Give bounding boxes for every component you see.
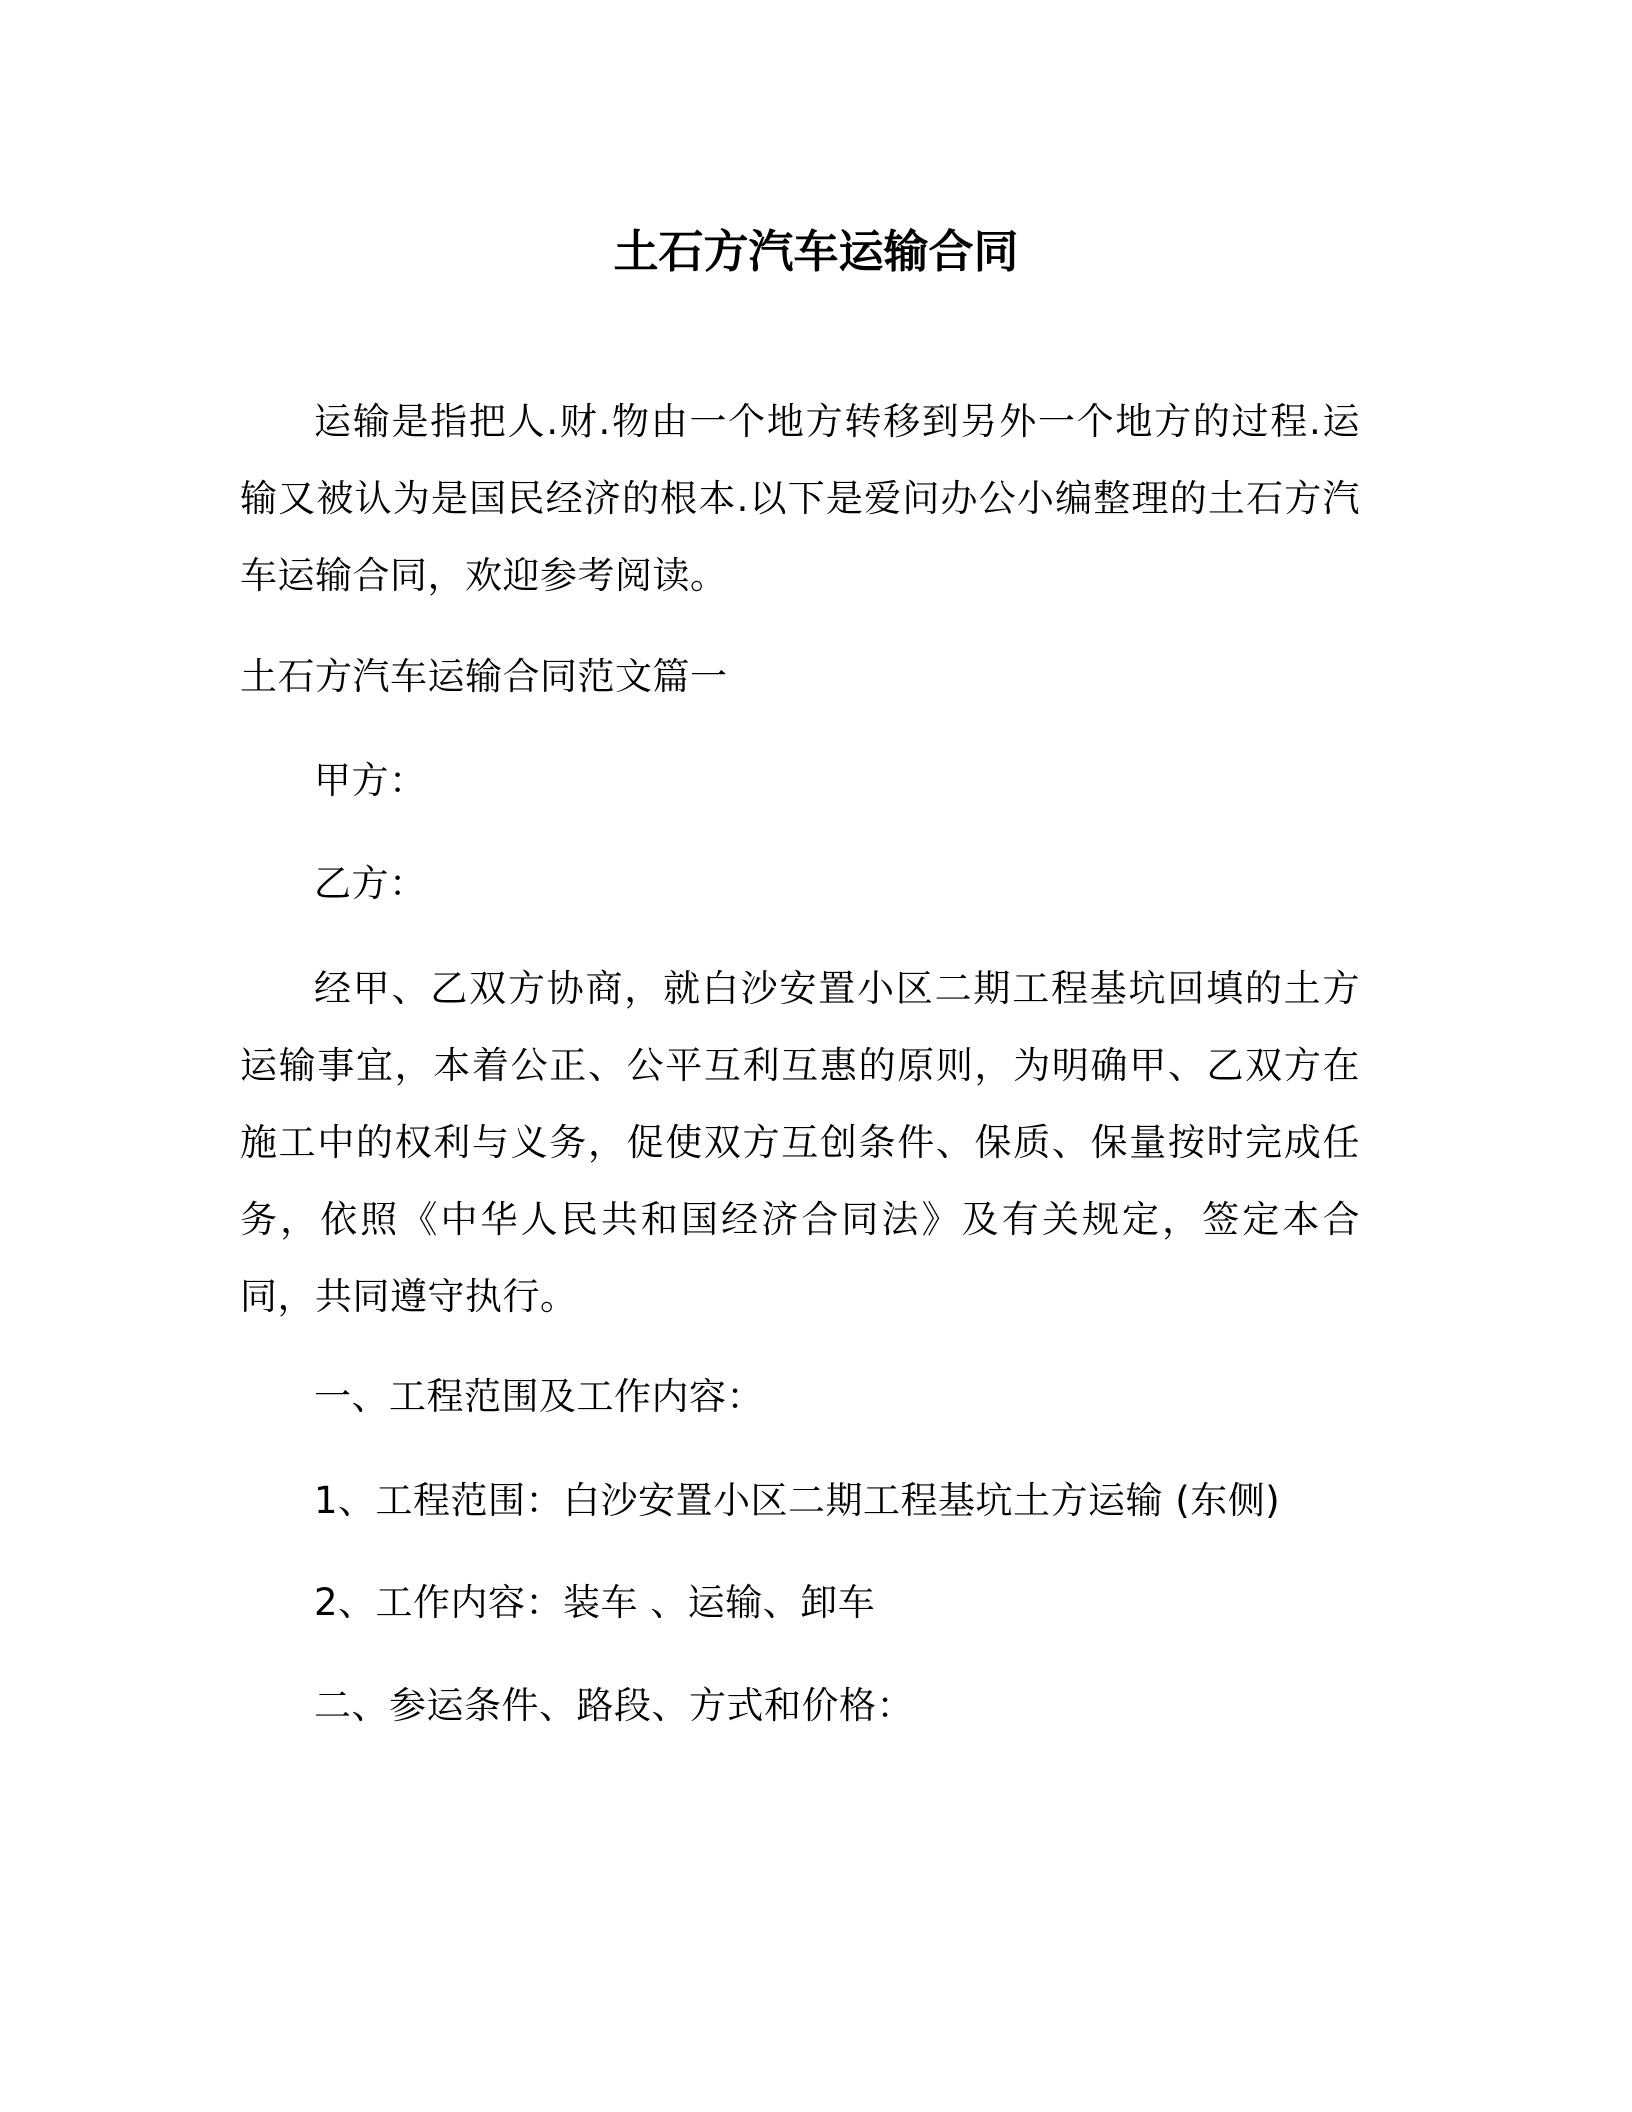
- clause-1-heading: 一、工程范围及工作内容：: [314, 1375, 764, 1418]
- intro-paragraph: 运输是指把人.财.物由一个地方转移到另外一个地方的过程.运输又被认为是国民经济的根本.以下是爱问办公小编整理的土石方汽车运输合同，欢迎参考阅读。: [240, 400, 1360, 597]
- party-a-line: 甲方：: [314, 759, 427, 802]
- document-title: 土石方汽车运输合同: [613, 225, 1019, 278]
- section-heading: 土石方汽车运输合同范文篇一: [240, 655, 728, 698]
- clause-1-item-1: 1、工程范围：白沙安置小区二期工程基坑土方运输 (东侧): [314, 1479, 1281, 1522]
- clause-2-heading: 二、参运条件、路段、方式和价格：: [314, 1684, 914, 1727]
- party-b-line: 乙方：: [314, 862, 427, 905]
- preamble-paragraph: 经甲、乙双方协商，就白沙安置小区二期工程基坑回填的土方运输事宜，本着公正、公平互利互惠的原则，为明确甲、乙双方在施工中的权利与义务，促使双方互创条件、保质、保量按时完成任务，依照《中华人民共和国经济合同法》及有关规定，签定本合同，共同遵守执行。: [240, 967, 1360, 1318]
- clause-1-item-2: 2、工作内容：装车 、运输、卸车: [314, 1581, 876, 1624]
